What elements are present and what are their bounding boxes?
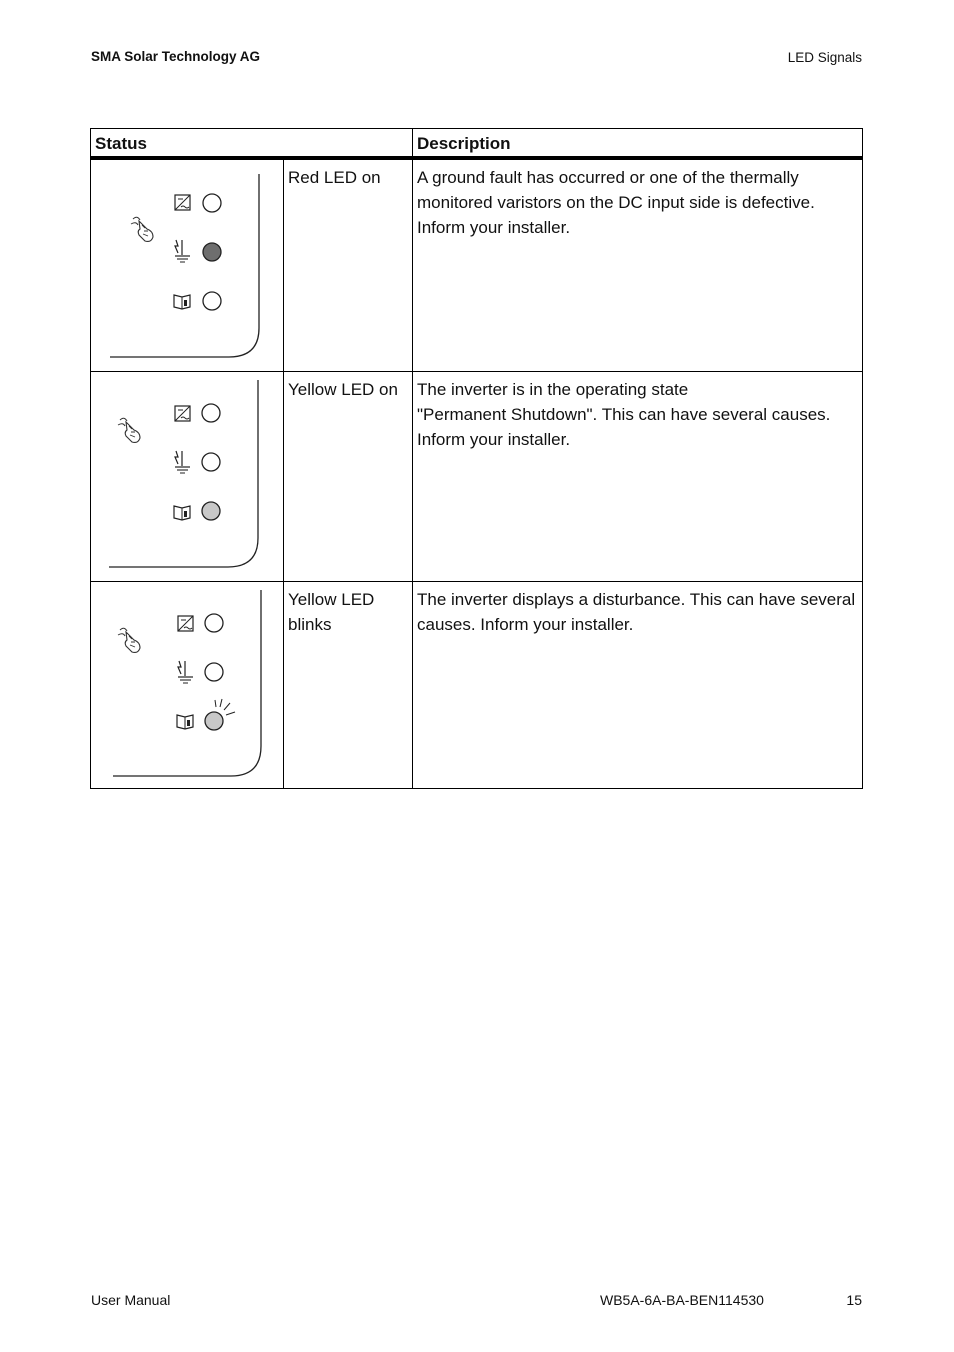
led-earth-fault-off	[202, 453, 220, 471]
tap-hand-icon	[118, 418, 140, 442]
footer-document-type: User Manual	[91, 1292, 171, 1308]
led-description	[413, 372, 863, 582]
led-disturbance-yellow-blinking	[205, 712, 223, 730]
header-company: SMA Solar Technology AG	[91, 49, 261, 64]
led-disturbance-off	[203, 292, 221, 310]
column-header-status: Status	[91, 129, 413, 159]
led-operation-off	[205, 614, 223, 632]
earth-fault-icon	[175, 240, 190, 262]
table-header-row	[91, 129, 863, 159]
led-panel-illustration	[91, 372, 283, 576]
tap-hand-icon	[131, 217, 153, 241]
inverter-symbol-icon	[178, 616, 193, 631]
led-disturbance-yellow-on	[202, 502, 220, 520]
table-row	[91, 158, 863, 372]
led-state-text: Red LED on	[284, 158, 413, 372]
led-state-text: Yellow LED blinks	[284, 582, 413, 789]
led-panel-illustration	[91, 160, 283, 366]
table-row	[91, 582, 863, 789]
earth-fault-icon	[175, 451, 190, 473]
led-state-text: Yellow LED on	[284, 372, 413, 582]
inverter-symbol-icon	[175, 195, 190, 210]
led-description-line: The inverter is in the operating state	[417, 380, 689, 399]
column-header-description: Description	[413, 129, 863, 159]
led-description-text: A ground fault has occurred or one of the thermally monitored varistors on the DC input side is defective. Inform your installer.	[413, 158, 863, 372]
footer-page-number: 15	[846, 1292, 862, 1308]
led-panel-illustration	[91, 582, 283, 783]
earth-fault-icon	[178, 661, 193, 683]
footer-document-code: WB5A-6A-BA-BEN114530	[600, 1292, 764, 1308]
inverter-symbol-icon	[175, 406, 190, 421]
panel-outline	[110, 174, 259, 357]
led-signals-table	[90, 128, 863, 789]
table-row	[91, 372, 863, 582]
led-description-line: "Permanent Shutdown". This can have several causes. Inform your installer.	[417, 405, 831, 449]
manual-info-icon	[174, 295, 190, 309]
led-earth-fault-red-on	[203, 243, 221, 261]
status-image-cell	[91, 372, 284, 582]
led-earth-fault-off	[205, 663, 223, 681]
status-image-cell	[91, 158, 284, 372]
header-section: LED Signals	[787, 50, 862, 65]
status-image-cell	[91, 582, 284, 789]
manual-info-icon	[177, 715, 193, 729]
tap-hand-icon	[118, 628, 140, 652]
led-operation-off	[202, 404, 220, 422]
led-operation-off	[203, 194, 221, 212]
manual-info-icon	[174, 506, 190, 520]
led-description-text: The inverter displays a disturbance. This can have several causes. Inform your installer.	[413, 582, 863, 789]
